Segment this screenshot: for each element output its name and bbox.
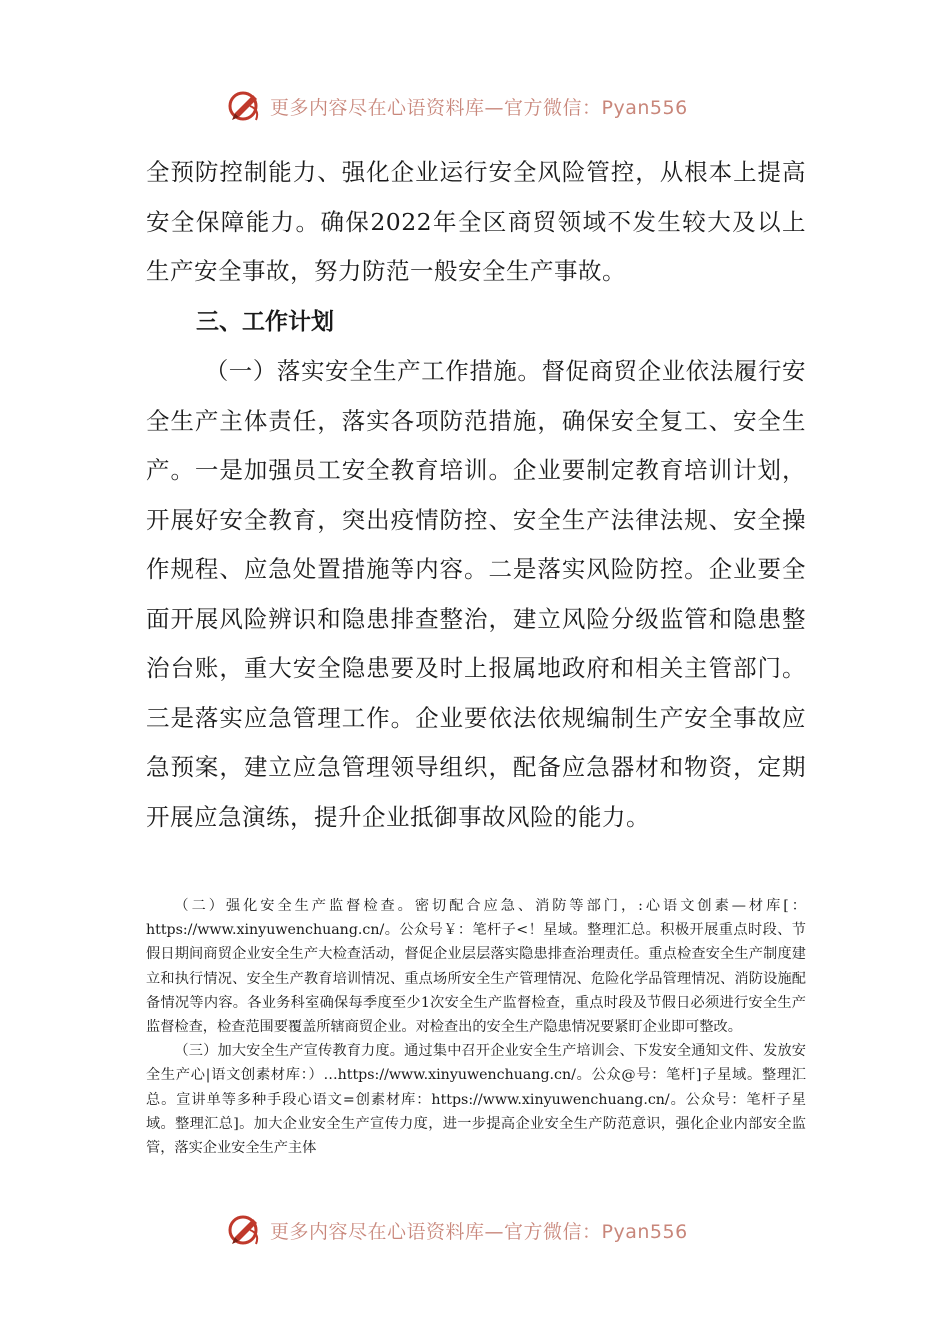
banner-text: 更多内容尽在心语资料库—官方微信：Pyan556 xyxy=(270,1220,688,1243)
body-paragraph-3: （二）强化安全生产监督检查。密切配合应急、消防等部门，:心语文创素—材库[：https://www.xinyuwenchuang.cn/。公众号￥：笔杆子<！星域。整理汇总。积极开展重点时段、节假日期间商贸企业安全生产大检查活动，督促企业层层落实隐患排查治理责任。重点检查安全生产制度建立和执行情况、安全生产教育培训情况、重点场所安全生产管理情况、危险化学品管理情况、消防设施配备情况等内容。各业务科室确保每季度至少1次安全生产监督检查，重点时段及节假日必须进行安全生产监督检查，检查范围要覆盖所辖商贸企业。对检查出的安全生产隐患情况要紧盯企业即可整改。 xyxy=(146,898,806,1036)
body-paragraph-4: （三）加大安全生产宣传教育力度。通过集中召开企业安全生产培训会、下发安全通知文件、发放安全生产心|语文创素材库：）…https://www.xinyuwenchuang.cn/。公众@号：笔杆]子星域。整理汇总。宣讲单等多种手段心语文=创素材库：https://www.xinyuwenchuang.cn/。公众号：笔杆子星域。整理汇总]。加大企业安全生产宣传力度，进一步提高企业安全生产防范意识，强化企业内部安全监管，落实企业安全生产主体 xyxy=(146,1043,806,1157)
body-paragraph-1: 全预防控制能力、强化企业运行安全风险管控，从根本上提高安全保障能力。确保2022年全区商贸领域不发生较大及以上生产安全事故，努力防范一般安全生产事故。 xyxy=(146,158,806,285)
banner-text: 更多内容尽在心语资料库—官方微信：Pyan556 xyxy=(270,96,688,119)
pen-logo-icon xyxy=(226,86,266,126)
body-paragraph-2: （一）落实安全生产工作措施。督促商贸企业依法履行安全生产主体责任，落实各项防范措施，确保安全复工、安全生产。一是加强员工安全教育培训。企业要制定教育培训计划，开展好安全教育，突出疫情防控、安全生产法律法规、安全操作规程、应急处置措施等内容。二是落实风险防控。企业要全面开展风险辨识和隐患排查整治，建立风险分级监管和隐患整治台账，重大安全隐患要及时上报属地政府和相关主管部门。三是落实应急管理工作。企业要依法依规编制生产安全事故应急预案，建立应急管理领导组织，配备应急器材和物资，定期开展应急演练，提升企业抵御事故风险的能力。 xyxy=(146,357,806,831)
pen-logo-icon xyxy=(226,1210,266,1250)
footer-banner xyxy=(226,1210,746,1250)
small-text-block xyxy=(146,894,806,1160)
body-paragraph-2-container xyxy=(146,347,806,842)
section-heading: 三、工作计划 xyxy=(196,309,334,335)
header-banner xyxy=(226,86,746,126)
body-paragraph-1-container xyxy=(146,148,806,297)
